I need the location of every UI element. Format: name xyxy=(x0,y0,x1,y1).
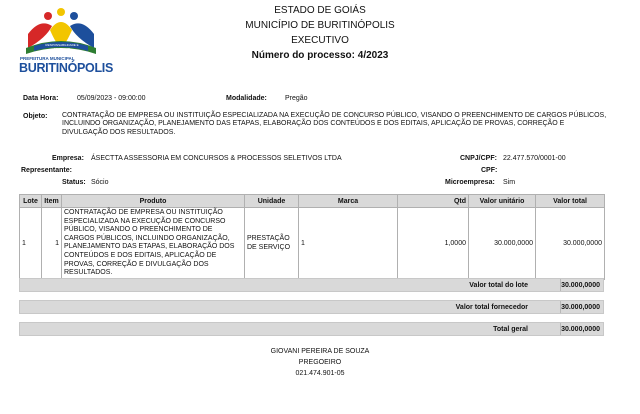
data-hora-value: 05/09/2023 - 09:00:00 xyxy=(77,95,146,102)
col-qtd: Qtd xyxy=(398,195,469,208)
total-lote-value: 30.000,0000 xyxy=(561,282,600,289)
items-table xyxy=(19,194,605,280)
col-marca: Marca xyxy=(299,195,398,208)
header-executive: EXECUTIVO xyxy=(291,35,349,46)
table-header-row xyxy=(20,195,605,208)
signature-role: PREGOEIRO xyxy=(298,359,342,366)
col-item: Item xyxy=(42,195,62,208)
data-hora-label: Data Hora: xyxy=(23,95,59,102)
process-number: Número do processo: 4/2023 xyxy=(251,50,389,61)
modalidade-value: Pregão xyxy=(285,95,308,102)
representante-label: Representante: xyxy=(21,167,72,174)
header-municipality: MUNICÍPIO DE BURITINÓPOLIS xyxy=(245,20,395,31)
total-fornecedor-label: Valor total fornecedor xyxy=(455,304,528,311)
signature-doc: 021.474.901-05 xyxy=(295,370,345,377)
microempresa-label: Microempresa: xyxy=(445,179,495,186)
buritinopolis-logo xyxy=(18,4,114,84)
empresa-value: ÁSECTTA ASSESSORIA EM CONCURSOS & PROCESSOS SELETIVOS LTDA xyxy=(91,155,342,162)
col-valor-total: Valor total xyxy=(536,195,605,208)
col-produto: Produto xyxy=(62,195,245,208)
col-unidade: Unidade xyxy=(245,195,299,208)
status-value: Sócio xyxy=(91,179,109,186)
cell-marca: 1 xyxy=(299,208,398,280)
logo-small-text: PREFEITURA MUNICIPAL xyxy=(20,56,75,61)
cell-qtd: 1,0000 xyxy=(398,208,469,280)
cell-lote: 1 xyxy=(20,208,42,280)
total-lote-bar xyxy=(19,278,604,292)
microempresa-value: Sim xyxy=(503,179,516,186)
total-geral-value: 30.000,0000 xyxy=(561,326,600,333)
cell-item: 1 xyxy=(42,208,62,280)
total-geral-label: Total geral xyxy=(493,326,528,333)
cnpj-value: 22.477.570/0001-00 xyxy=(503,155,566,162)
cnpj-label: CNPJ/CPF: xyxy=(460,155,497,162)
logo-ribbon-text: RESPONSABILIDADE E TRABALHO xyxy=(45,43,79,51)
header-state: ESTADO DE GOIÁS xyxy=(274,5,366,16)
col-lote: Lote xyxy=(20,195,42,208)
cpf-label: CPF: xyxy=(481,167,498,174)
col-valor-unitario: Valor unitário xyxy=(469,195,536,208)
total-fornecedor-bar xyxy=(19,300,604,314)
total-fornecedor-value: 30.000,0000 xyxy=(561,304,600,311)
objeto-label: Objeto: xyxy=(23,113,48,120)
cell-produto: CONTRATAÇÃO DE EMPRESA OU INSTITUIÇÃO ESPECIALIZADA NA EXECUÇÃO DE CONCURSO PÚBLICO, VISANDO O PREENCHIMENTO DE CARGOS PÚBLICOS, INCLUINDO ORGANIZAÇÃO, PLANEJAMENTO DAS ETAPAS, ELABORAÇÃO DOS CONTEÚDOS E DOS EDITAIS, APLICAÇÃO DE PROVAS, CORREÇÃO E DIVULGAÇÃO DOS RESULTADOS. xyxy=(62,208,245,280)
status-label: Status: xyxy=(62,179,86,186)
modalidade-label: Modalidade: xyxy=(226,95,267,102)
logo-big-text: BURITINÓPOLIS xyxy=(19,61,114,75)
cell-valor-unitario: 30.000,0000 xyxy=(469,208,536,280)
table-row xyxy=(20,208,605,280)
cell-valor-total: 30.000,0000 xyxy=(536,208,605,280)
total-geral-bar xyxy=(19,322,604,336)
total-lote-label: Valor total do lote xyxy=(469,282,528,289)
signature-name: GIOVANI PEREIRA DE SOUZA xyxy=(270,348,370,355)
empresa-label: Empresa: xyxy=(52,155,84,162)
cell-unidade: PRESTAÇÃO DE SERVIÇO xyxy=(245,208,299,280)
objeto-value: CONTRATAÇÃO DE EMPRESA OU INSTITUIÇÃO ESPECIALIZADA NA EXECUÇÃO DE CONCURSO PÚBLICO, VISANDO O PREENCHIMENTO DE CARGOS PÚBLICOS, INCLUINDO ORGANIZAÇÃO, PLANEJAMENTO DAS ETAPAS, ELABORAÇÃO DOS CONTEÚDOS E DOS EDITAIS, APLICAÇÃO DE PROVAS, CORREÇÃO E DIVULGAÇÃO DOS RESULTADOS. xyxy=(62,112,607,136)
